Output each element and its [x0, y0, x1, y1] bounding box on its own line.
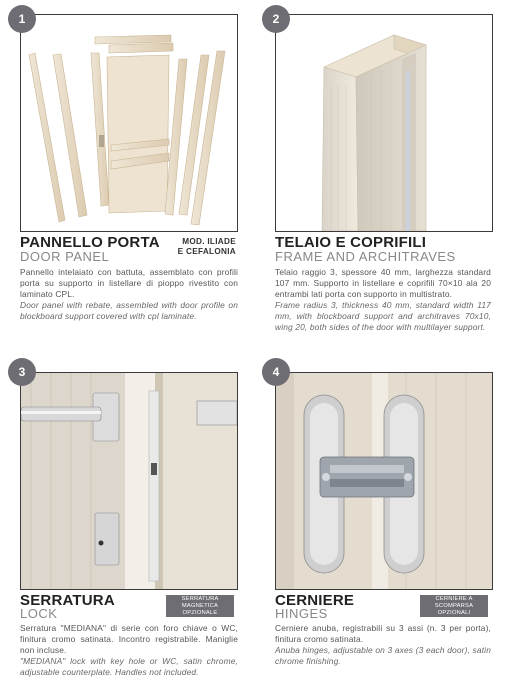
panel-number-badge: 1	[8, 5, 36, 33]
panel-title: PANNELLO PORTA	[20, 234, 160, 251]
model-line-2: E CEFALONIA	[177, 247, 236, 256]
description-english: "MEDIANA" lock with key hole or WC, satin chrome, adjustable counterplate. Handles not included.	[20, 656, 238, 677]
lock-image	[20, 372, 238, 590]
description-italian: Pannello intelaiato con battuta, assemblato con profili porta su supporto in listellare di pioppo rivestito con laminato CPL.	[20, 267, 238, 299]
model-label	[150, 237, 236, 257]
panel-number-badge: 2	[262, 5, 290, 33]
description-english: Anuba hinges, adjustable on 3 axes (3 each door), satin chrome finishing.	[275, 645, 491, 666]
optional-concealed-hinges-tag	[420, 595, 488, 617]
panel-subtitle: DOOR PANEL	[20, 249, 110, 264]
tag-line-1: CERNIERE A	[435, 595, 473, 602]
panel-description	[20, 623, 238, 678]
tag-line-2: SCOMPARSA	[434, 602, 474, 609]
tag-line-3: OPZIONALE	[182, 609, 218, 616]
model-line-1: MOD. ILIADE	[182, 237, 236, 246]
description-english: Door panel with rebate, assembled with door profile on blockboard support covered with cpl laminate.	[20, 300, 238, 321]
description-italian: Telaio raggio 3, spessore 40 mm, larghezza standard 107 mm. Supporto in listellare e coprifili 70×10 ala 20 entrambi lati porta con supporto in multistrato.	[275, 267, 491, 299]
hinges-image	[275, 372, 493, 590]
description-italian: Serratura "MEDIANA" di serie con foro chiave o WC, finitura cromo satinata. Incontro registrabile. Maniglie non incluse.	[20, 623, 238, 655]
panel-subtitle: FRAME AND ARCHITRAVES	[275, 249, 456, 264]
panel-title: SERRATURA	[20, 592, 115, 609]
panel-number-badge: 3	[8, 358, 36, 386]
tag-line-2: MAGNETICA	[181, 602, 219, 609]
panel-subtitle: HINGES	[275, 606, 328, 621]
description-italian: Cerniere anuba, registrabili su 3 assi (n. 3 per porta), finitura cromo satinata.	[275, 623, 491, 644]
panel-title: TELAIO E COPRIFILI	[275, 234, 427, 251]
door-panel-image	[20, 14, 238, 232]
frame-illustration	[276, 15, 492, 231]
panel-subtitle: LOCK	[20, 606, 58, 621]
panel-title: CERNIERE	[275, 592, 355, 609]
hinges-illustration	[276, 373, 492, 589]
panel-number-badge: 4	[262, 358, 290, 386]
frame-image	[275, 14, 493, 232]
lock-illustration	[21, 373, 237, 589]
panel-description	[20, 267, 238, 322]
tag-line-3: OPZIONALI	[437, 609, 471, 616]
tag-line-1: SERRATURA	[181, 595, 219, 602]
exploded-door-illustration	[21, 15, 237, 231]
panel-description	[275, 267, 491, 333]
optional-magnetic-lock-tag	[166, 595, 234, 617]
panel-description	[275, 623, 491, 667]
description-english: Frame radius 3, thickness 40 mm, standard width 117 mm, with blockboard support and architraves 70x10, wing 20, both sides of the door with multilayer support.	[275, 300, 491, 332]
